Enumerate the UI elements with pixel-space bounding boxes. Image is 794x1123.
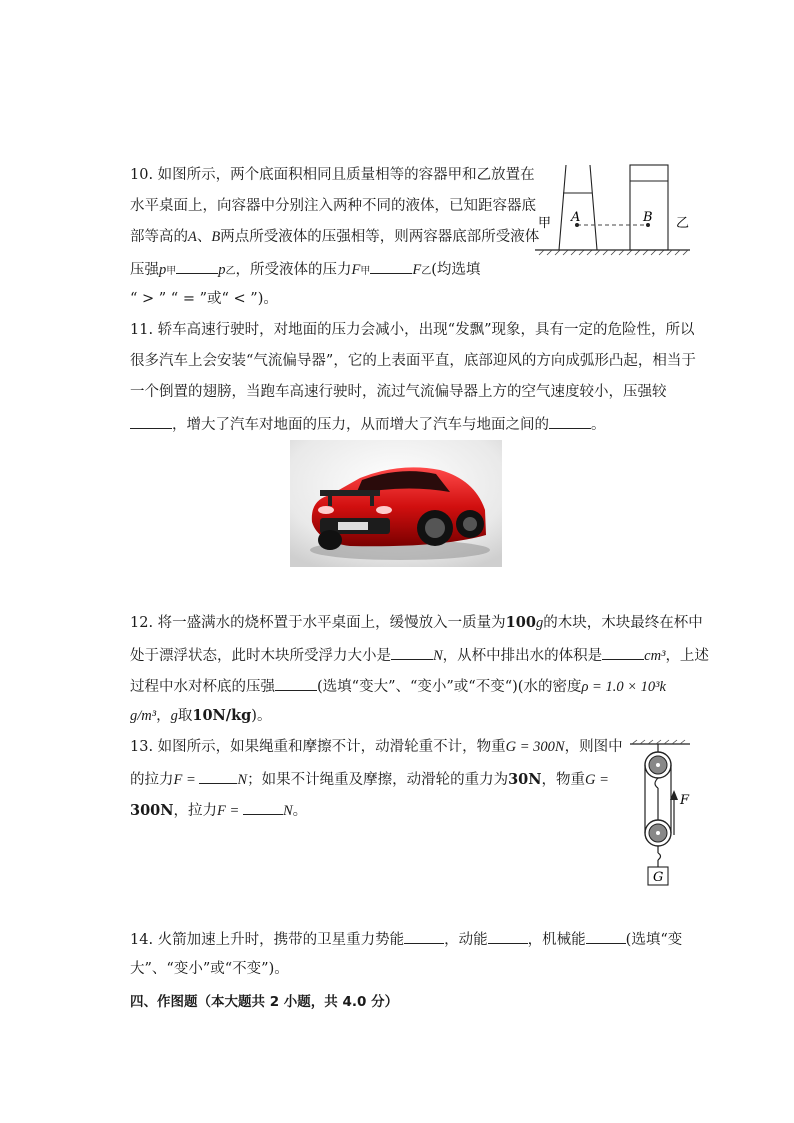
section-heading: 四、作图题（本大题共 2 小题，共 4.0 分） — [130, 994, 399, 1010]
q12-line-1: 12. 将一盛满水的烧杯置于水平桌面上，缓慢放入一质量为100g的木块，木块最终在杯中 — [130, 614, 703, 631]
q11-line-1: 11. 轿车高速行驶时，对地面的压力会减小，出现“发飘”现象，具有一定的危险性，所以 — [130, 322, 695, 338]
point-b-label: B — [643, 210, 653, 225]
q11-line-3: 一个倒置的翅膀，当跑车高速行驶时，流过气流偏导器上方的空气速度较小，压强较 — [130, 384, 667, 400]
answer-blank[interactable] — [586, 928, 626, 944]
q10-line-2: 水平桌面上，向容器中分别注入两种不同的液体，已知距容器底 — [130, 198, 536, 214]
answer-blank[interactable] — [243, 799, 283, 815]
answer-blank[interactable] — [199, 768, 237, 784]
q12-line-2: 处于漂浮状态，此时木块所受浮力大小是 N，从杯中排出水的体积是 cm³，上述 — [130, 644, 709, 666]
q10-line-1: 10. 如图所示，两个底面积相同且质量相等的容器甲和乙放置在 — [130, 167, 535, 183]
q13-line-3: 300N，拉力F = N。 — [130, 799, 307, 821]
sports-car-photo — [290, 440, 502, 567]
answer-blank[interactable] — [549, 413, 591, 429]
answer-blank[interactable] — [275, 675, 317, 691]
answer-blank[interactable] — [391, 644, 433, 660]
q12-line-4: g/m³，g取10N/kg)。 — [130, 707, 272, 724]
q14-line-2: 大”、“变小”或“不变”)。 — [130, 961, 289, 977]
container-jia-label: 甲 — [538, 216, 552, 231]
force-f-label: F — [680, 793, 690, 808]
q14-line-1: 14. 火箭加速上升时，携带的卫星重力势能 ，动能 ，机械能 (选填“变 — [130, 928, 682, 950]
container-yi-label: 乙 — [676, 216, 690, 231]
q13-line-1: 13. 如图所示，如果绳重和摩擦不计，动滑轮重不计，物重G = 300N，则图中 — [130, 739, 623, 755]
q12-line-3: 过程中水对杯底的压强 (选填“变大”、“变小”或“不变“)(水的密度ρ = 1.0 × 10³k — [130, 675, 666, 697]
weight-g-label: G — [653, 870, 664, 885]
container-figure — [535, 165, 695, 260]
answer-blank[interactable] — [488, 928, 528, 944]
q10-line-3: 部等高的A、B两点所受液体的压强相等，则两容器底部所受液体 — [130, 229, 540, 245]
q11-line-4: ，增大了汽车对地面的压力，从而增大了汽车与地面之间的 。 — [130, 413, 606, 435]
point-a-label: A — [571, 210, 581, 225]
answer-blank[interactable] — [370, 258, 412, 274]
q10-line-4: 压强p甲 p乙，所受液体的压力F甲 F乙(均选填 — [130, 258, 480, 282]
answer-blank[interactable] — [130, 413, 172, 429]
q13-line-2: 的拉力F = N；如果不计绳重及摩擦，动滑轮的重力为30N，物重G = — [130, 768, 609, 790]
answer-blank[interactable] — [176, 258, 218, 274]
q10-line-5: “ > ” “ = ”或“ < ”)。 — [130, 291, 278, 307]
q11-line-2: 很多汽车上会安装“气流偏导器”，它的上表面平直，底部迎风的方向成弧形凸起，相当于 — [130, 353, 696, 369]
answer-blank[interactable] — [602, 644, 644, 660]
answer-blank[interactable] — [404, 928, 444, 944]
pulley-figure — [628, 740, 698, 890]
